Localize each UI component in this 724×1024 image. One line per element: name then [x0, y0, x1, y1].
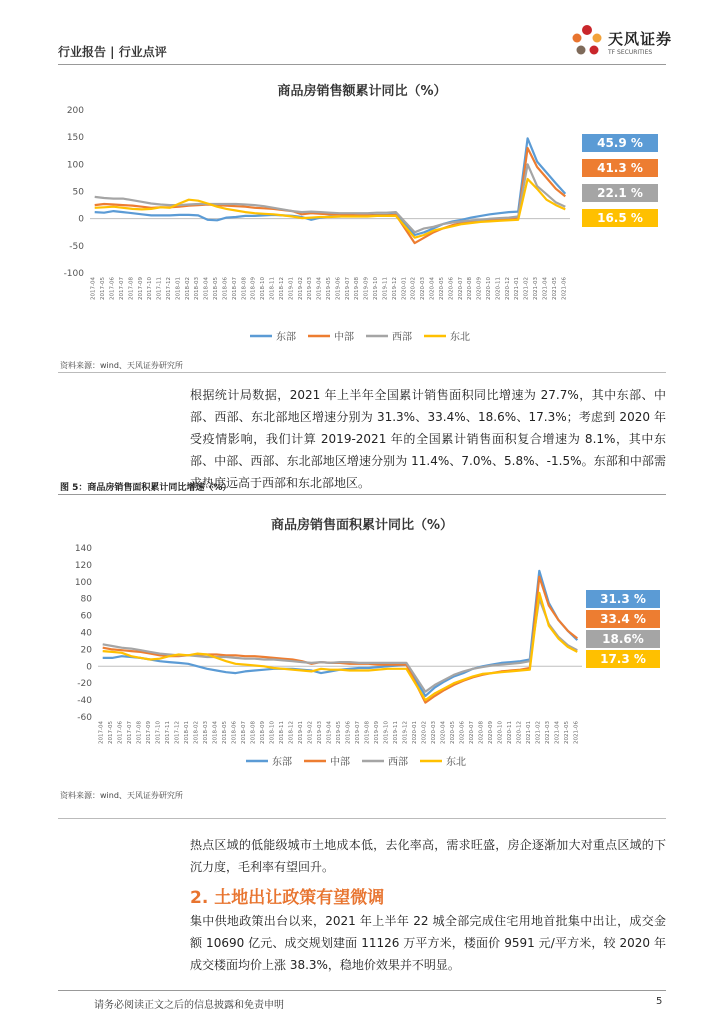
- chart-title: 商品房销售面积累计同比（%）: [270, 518, 454, 533]
- chart1-source: 资料来源：wind、天风证券研究所: [60, 361, 183, 370]
- x-tick-label: 2018-04: [212, 721, 219, 744]
- x-tick-label: 2017-05: [100, 277, 107, 300]
- x-tick-label: 2019-12: [402, 721, 409, 744]
- x-tick-label: 2018-09: [250, 277, 257, 300]
- source-divider: [58, 818, 666, 819]
- x-tick-label: 2020-05: [438, 277, 445, 300]
- x-tick-label: 2018-03: [203, 721, 210, 744]
- y-tick-label: 100: [74, 577, 92, 588]
- y-tick-label: 0: [78, 214, 84, 225]
- x-tick-label: 2021-04: [554, 721, 561, 744]
- series-line-中部: [95, 148, 566, 243]
- x-tick-label: 2020-11: [495, 277, 502, 300]
- x-tick-label: 2019-02: [307, 721, 314, 744]
- series-line-西部: [103, 599, 578, 692]
- x-tick-label: 2019-04: [326, 721, 333, 744]
- x-tick-label: 2019-10: [373, 277, 380, 300]
- x-tick-label: 2018-05: [222, 721, 229, 744]
- x-tick-label: 2017-12: [174, 721, 181, 744]
- x-tick-label: 2018-02: [184, 277, 191, 300]
- y-tick-label: 0: [86, 662, 92, 673]
- value-badge-label: 18.6%: [602, 632, 644, 646]
- header-divider: [58, 64, 666, 65]
- x-tick-label: 2018-10: [269, 721, 276, 744]
- x-tick-label: 2017-09: [146, 721, 153, 744]
- x-tick-label: 2020-10: [486, 277, 492, 300]
- y-tick-label: 150: [66, 133, 84, 144]
- x-tick-label: 2019-09: [363, 277, 370, 300]
- x-tick-label: 2021-06: [561, 277, 568, 300]
- chart2-source: 资料来源：wind、天风证券研究所: [60, 791, 183, 800]
- x-tick-label: 2018-02: [193, 721, 200, 744]
- x-tick-label: 2020-07: [457, 277, 464, 300]
- x-tick-label: 2017-06: [117, 721, 124, 744]
- legend-label: 西部: [388, 757, 408, 768]
- x-tick-label: 2017-11: [156, 277, 163, 300]
- x-tick-label: 2020-09: [476, 277, 483, 300]
- source-divider: [58, 372, 666, 373]
- value-badge-label: 41.3 %: [597, 161, 643, 175]
- sales-area-chart-svg: [60, 510, 664, 790]
- x-tick-label: 2021-05: [563, 721, 570, 744]
- x-tick-label: 2019-07: [354, 721, 361, 744]
- x-tick-label: 2021-04: [542, 277, 549, 300]
- x-tick-label: 2019-11: [382, 277, 389, 300]
- x-tick-label: 2020-04: [440, 721, 447, 744]
- x-tick-label: 2020-05: [449, 721, 456, 744]
- y-tick-label: 20: [80, 645, 92, 656]
- legend-label: 东北: [446, 757, 466, 768]
- x-tick-label: 2018-01: [175, 277, 182, 300]
- x-tick-label: 2018-07: [241, 721, 248, 744]
- x-tick-label: 2020-12: [516, 721, 523, 744]
- x-tick-label: 2020-04: [429, 277, 436, 300]
- x-tick-label: 2018-11: [279, 721, 286, 744]
- logo-subtitle: TF SECURITIES: [608, 49, 653, 56]
- x-tick-label: 2019-03: [307, 277, 314, 300]
- footer-disclaimer: 请务必阅读正文之后的信息披露和免责申明: [94, 1000, 284, 1011]
- sales-amount-chart: [60, 74, 664, 354]
- x-tick-label: 2019-01: [298, 721, 305, 744]
- x-tick-label: 2021-06: [573, 721, 580, 744]
- x-tick-label: 2018-12: [288, 721, 295, 744]
- x-tick-label: 2018-03: [194, 277, 201, 300]
- series-line-东部: [103, 571, 578, 696]
- x-tick-label: 2021-05: [551, 276, 558, 300]
- y-tick-label: 100: [66, 160, 84, 171]
- x-tick-label: 2020-06: [459, 721, 466, 744]
- value-badge-label: 17.3 %: [600, 652, 646, 666]
- x-tick-label: 2020-01: [411, 721, 418, 744]
- paragraph-land-supply: 集中供地政策出台以来，2021 年上半年 22 城全部完成住宅用地首批集中出让，成交金额 10690 亿元、成交规划建面 11126 万平方米，楼面价 9591 元/平方米，较 2020 年成交楼面均价上涨 38.3%，稳地价效果并不明显。: [190, 914, 666, 972]
- legend-label: 东部: [272, 757, 292, 768]
- x-tick-label: 2021-03: [533, 277, 540, 300]
- logo-name: 天风证券: [608, 30, 673, 48]
- x-tick-label: 2019-01: [288, 277, 295, 300]
- x-tick-label: 2017-12: [166, 277, 172, 300]
- y-tick-label: -20: [77, 679, 92, 690]
- x-tick-label: 2020-02: [410, 277, 417, 300]
- x-tick-label: 2019-07: [344, 277, 351, 300]
- legend-label: 中部: [330, 757, 350, 768]
- paragraph-sales-area: 根据统计局数据，2021 年上半年全国累计销售面积同比增速为 27.7%，其中东部、中部、西部、东北部地区增速分别为 31.3%、33.4%、18.6%、17.3%；考虑到 2020 年受疫情影响，我们计算 2019-2021 年的全国累计销售面积复合增速为 8.1%，其中东部、中部、西部、东北部地区增速分别为 11.4%、7.0%、5.8%、-1.5%。东部和中部需求热度远高于西部和东北部地区。: [190, 388, 666, 490]
- x-tick-label: 2018-10: [260, 277, 267, 300]
- x-tick-label: 2021-03: [544, 721, 551, 744]
- y-tick-label: -100: [63, 269, 84, 279]
- y-tick-label: -60: [77, 713, 92, 723]
- x-tick-label: 2018-09: [260, 721, 267, 744]
- legend-label: 东部: [276, 332, 296, 343]
- x-tick-label: 2019-08: [364, 721, 371, 744]
- x-tick-label: 2020-02: [421, 721, 428, 744]
- caption-divider: [58, 494, 666, 495]
- x-tick-label: 2017-07: [127, 721, 134, 744]
- x-tick-label: 2018-07: [231, 277, 238, 300]
- x-tick-label: 2017-04: [90, 277, 97, 300]
- x-tick-label: 2020-07: [468, 721, 475, 744]
- x-tick-label: 2018-01: [184, 721, 191, 744]
- y-tick-label: 200: [66, 106, 84, 116]
- x-tick-label: 2019-06: [345, 721, 352, 744]
- x-tick-label: 2019-10: [383, 721, 390, 744]
- y-tick-label: 140: [74, 544, 92, 554]
- sales-amount-chart-svg: [60, 74, 664, 354]
- y-tick-label: 120: [74, 560, 92, 571]
- x-tick-label: 2020-08: [467, 277, 474, 300]
- x-tick-label: 2017-08: [136, 721, 143, 744]
- y-tick-label: 60: [80, 611, 92, 622]
- footer-divider: [58, 990, 666, 991]
- x-tick-label: 2017-05: [108, 721, 115, 744]
- x-tick-label: 2019-09: [373, 721, 380, 744]
- x-tick-label: 2018-04: [203, 277, 210, 300]
- legend-label: 西部: [392, 332, 412, 343]
- value-badge-label: 31.3 %: [600, 592, 646, 606]
- x-tick-label: 2019-11: [392, 721, 399, 744]
- header-breadcrumb: 行业报告 | 行业点评: [58, 45, 167, 59]
- sales-area-chart: [60, 510, 664, 790]
- x-tick-label: 2018-06: [231, 721, 238, 744]
- x-tick-label: 2020-06: [448, 277, 455, 300]
- x-tick-label: 2017-09: [137, 277, 144, 300]
- x-tick-label: 2021-01: [514, 277, 521, 300]
- section-heading: 2. 土地出让政策有望微调: [190, 888, 385, 908]
- x-tick-label: 2020-03: [420, 277, 427, 300]
- x-tick-label: 2019-05: [336, 721, 342, 744]
- chart-title: 商品房销售额累计同比（%）: [277, 84, 447, 99]
- x-tick-label: 2018-08: [250, 721, 257, 744]
- x-tick-label: 2017-11: [165, 721, 172, 744]
- x-tick-label: 2017-10: [147, 277, 154, 300]
- y-tick-label: -40: [77, 696, 92, 707]
- x-tick-label: 2017-06: [109, 277, 116, 300]
- x-tick-label: 2020-03: [430, 721, 437, 744]
- x-tick-label: 2019-08: [354, 277, 361, 300]
- company-logo: [568, 22, 678, 62]
- x-tick-label: 2020-08: [478, 721, 485, 744]
- paragraph-land-cost: 热点区域的低能级城市土地成本低，去化率高，需求旺盛，房企逐渐加大对重点区域的下沉力度，毛利率有望回升。: [190, 838, 666, 874]
- x-tick-label: 2021-02: [535, 721, 542, 744]
- value-badge-label: 16.5 %: [597, 211, 643, 225]
- series-line-中部: [103, 577, 578, 703]
- x-tick-label: 2018-06: [222, 277, 229, 300]
- x-tick-label: 2018-08: [241, 277, 248, 300]
- x-tick-label: 2020-09: [487, 721, 494, 744]
- value-badge-label: 22.1 %: [597, 186, 643, 200]
- y-tick-label: 40: [80, 628, 92, 639]
- x-tick-label: 2018-11: [269, 277, 276, 300]
- x-tick-label: 2020-11: [506, 721, 513, 744]
- series-line-东北: [95, 179, 566, 238]
- y-tick-label: 50: [72, 187, 84, 198]
- x-tick-label: 2019-02: [297, 277, 304, 300]
- value-badge-label: 45.9 %: [597, 136, 643, 150]
- x-tick-label: 2019-06: [335, 277, 342, 300]
- series-line-东北: [103, 593, 578, 700]
- x-tick-label: 2018-12: [278, 277, 285, 300]
- x-tick-label: 2019-04: [316, 277, 323, 300]
- x-tick-label: 2020-12: [504, 277, 511, 300]
- x-tick-label: 2020-10: [497, 721, 504, 744]
- figure-caption: 图 5：商品房销售面积累计同比增速（%）: [60, 483, 232, 493]
- legend-label: 东北: [450, 332, 470, 343]
- x-tick-label: 2017-07: [118, 277, 125, 300]
- x-tick-label: 2021-01: [525, 721, 532, 744]
- y-tick-label: 80: [80, 594, 92, 605]
- x-tick-label: 2018-05: [213, 277, 220, 300]
- x-tick-label: 2021-02: [523, 277, 530, 300]
- x-tick-label: 2019-03: [317, 721, 324, 744]
- logo-petal-icon: [568, 22, 606, 60]
- x-tick-label: 2019-05: [326, 277, 332, 300]
- x-tick-label: 2019-12: [391, 277, 398, 300]
- x-tick-label: 2017-10: [155, 721, 162, 744]
- legend-label: 中部: [334, 332, 354, 343]
- x-tick-label: 2017-08: [128, 277, 135, 300]
- page-number: 5: [656, 996, 663, 1007]
- value-badge-label: 33.4 %: [600, 612, 646, 626]
- x-tick-label: 2017-04: [98, 721, 105, 744]
- x-tick-label: 2020-01: [401, 277, 408, 300]
- y-tick-label: -50: [69, 241, 84, 252]
